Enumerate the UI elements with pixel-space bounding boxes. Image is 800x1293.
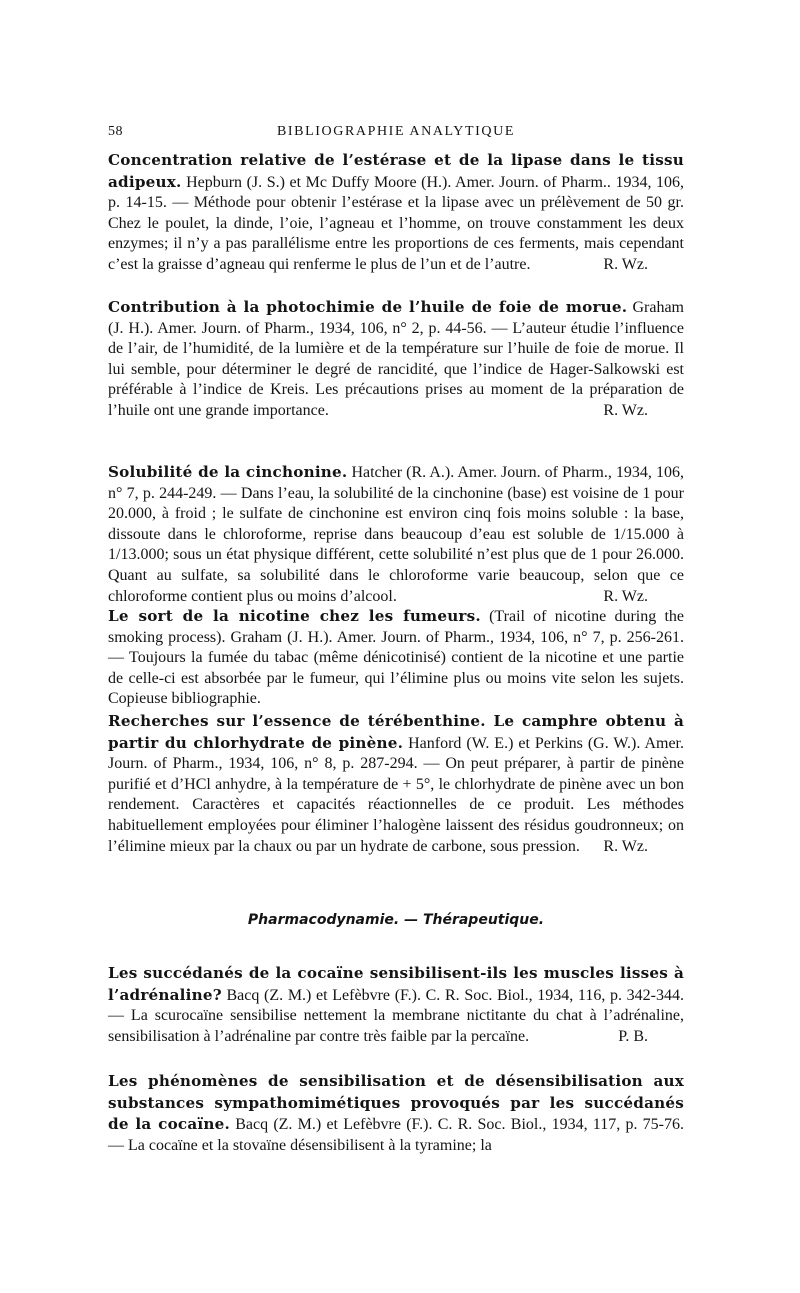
bibliography-entry [108, 1071, 684, 1156]
entry-body: Bacq (Z. M.) et Lefèbvre (F.). C. R. Soc. Biol., 1934, 116, p. 342-344. — La scurocaïne sensibilise nettement la membrane nictitante du chat à l’adrénaline, sensibilisation à l’adrénaline par contre très faible par la percaïne. [108, 986, 685, 1045]
entry-body: Hanford (W. E.) et Perkins (G. W.). Amer. Journ. of Pharm., 1934, 106, n° 8, p. 287-294. — On peut préparer, à partir de pinène purifié et d’HCl anhydre, à la température de + 5°, le chlorhydrate de pinène avec un bon rendement. Caractères et capacités réactionnelles de ce produit. Les méthodes habituellement employées pour éliminer l’halogène laissent des résidus goudronneux; on l’élimine mieux par la chaux ou par un hydrate de carbone, sous pression. [108, 734, 684, 855]
page-header [108, 124, 684, 144]
entry-title: Les phénomènes de sensibilisation et de désensibilisation aux substances sympathomimétiques provoqués par les succédanés de la cocaïne. [108, 1072, 684, 1134]
entry-title: Recherches sur l’essence de térébenthine. Le camphre obtenu à partir du chlorhydrate de pinène. [108, 712, 684, 752]
entry-title: Concentration relative de l’estérase et de la lipase dans le tissu adipeux. [108, 151, 684, 191]
entry-signature: R. Wz. [603, 401, 648, 419]
entry-title: Solubilité de la cinchonine. [108, 463, 348, 481]
bibliography-entry [108, 963, 684, 1047]
entry-title: Le sort de la nicotine chez les fumeurs. [108, 607, 481, 625]
entry-signature: R. Wz. [603, 587, 648, 605]
bibliography-entry [108, 150, 684, 276]
entry-body: Hepburn (J. S.) et Mc Duffy Moore (H.). Amer. Journ. of Pharm.. 1934, 106, p. 14-15. — Méthode pour obtenir l’estérase et la lipase avec un prélèvement de 50 gr. Chez le poulet, la dinde, l’oie, l’agneau et l’homme, on trouve constamment les deux enzymes; il n’y a pas parallélisme entre les proportions de ces ferments, mais cependant c’est la graisse d’agneau qui renferme le plus de l’un et de l’autre. [108, 173, 685, 273]
entry-signature: R. Wz. [603, 837, 648, 855]
bibliography-entry [108, 462, 684, 607]
section-heading: Pharmacodynamie. — Thérapeutique. [247, 912, 545, 928]
entry-body: (Trail of nicotine during the smoking process). Graham (J. H.). Amer. Journ. of Pharm., 1934, 106, n° 7, p. 256-261. — Toujours la fumée du tabac (même dénicotinisé) contient de la nicotine et une partie de celle-ci est absorbée par le fumeur, qui l’élimine plus ou moins vite selon les sujets. Copieuse bibliographie. [108, 608, 684, 708]
page-number: 58 [108, 124, 123, 139]
entry-body: Graham (J. H.). Amer. Journ. of Pharm., 1934, 106, n° 2, p. 44-56. — L’auteur étudie l’influence de l’air, de l’humidité, de la lumière et de la température sur l’huile de foie de morue. Il lui semble, pour déterminer le degré de rancidité, que l’indice de Hager-Salkowski est préférable à l’indice de Kreis. Les précautions prises au moment de la préparation de l’huile ont une grande importance. [108, 299, 684, 419]
bibliography-entry [108, 606, 684, 710]
entry-title: Les succédanés de la cocaïne sensibilisent-ils les muscles lisses à l’adrénaline? [108, 964, 684, 1004]
entry-signature: P. B. [618, 1027, 648, 1045]
entry-title: Contribution à la photochimie de l’huile de foie de morue. [108, 298, 628, 316]
bibliography-entry [108, 711, 684, 857]
entry-body: Hatcher (R. A.). Amer. Journ. of Pharm., 1934, 106, n° 7, p. 244-249. — Dans l’eau, la solubilité de la cinchonine (base) est voisine de 1 pour 20.000, à froid ; le sulfate de cinchonine est environ cinq fois moins soluble : la base, dissoute dans le chloroforme, reprise dans beaucoup d’eau est soluble de 1/15.000 à 1/13.000; sous un état physique différent, cette solubilité n’est plus que de 1 pour 26.000. Quant au sulfate, sa solubilité dans le chloroforme varie beaucoup, selon que ce chloroforme contient plus ou moins d’alcool. [108, 464, 684, 605]
running-title: BIBLIOGRAPHIE ANALYTIQUE [276, 124, 516, 139]
entry-body: Bacq (Z. M.) et Lefèbvre (F.). C. R. Soc. Biol., 1934, 117, p. 75-76. — La cocaïne et la stovaïne désensibilisent à la tyramine; la [108, 1116, 685, 1154]
bibliography-entry [108, 297, 684, 422]
entry-signature: R. Wz. [603, 255, 648, 273]
